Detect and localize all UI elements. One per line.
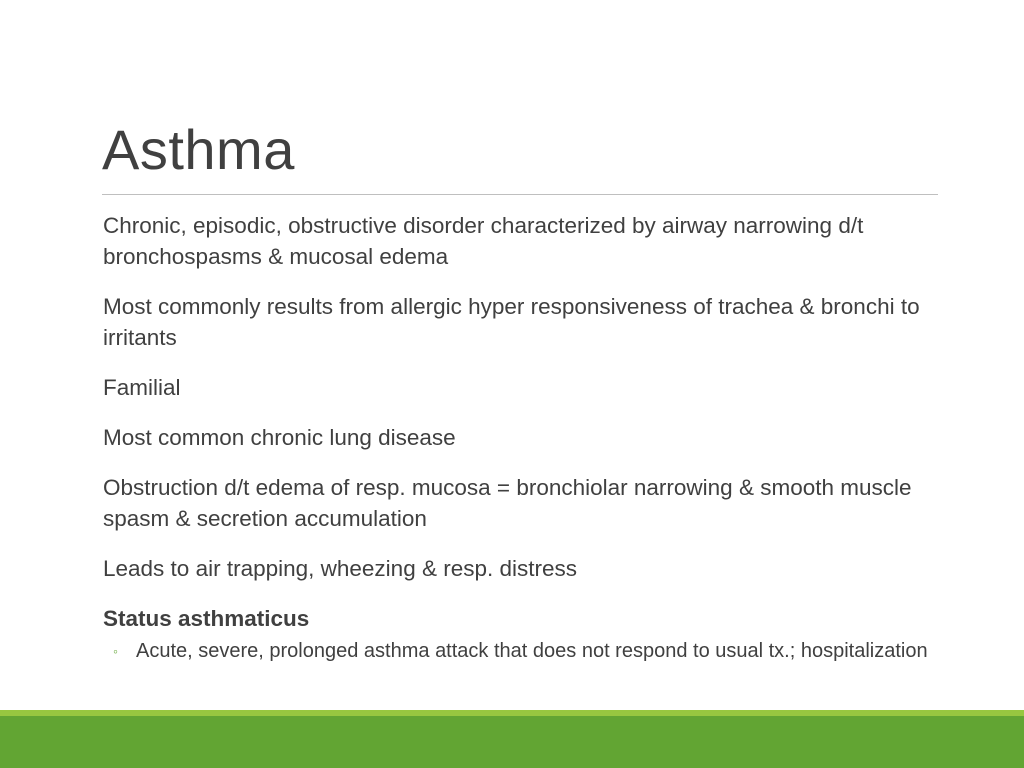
status-asthmaticus-heading: Status asthmaticus (103, 606, 310, 631)
paragraph-prevalence: Most common chronic lung disease (103, 425, 456, 450)
paragraph-effects: Leads to air trapping, wheezing & resp. distress (103, 556, 578, 581)
slide-content (103, 210, 973, 665)
paragraph-obstruction: Obstruction d/t edema of resp. mucosa = bronchiolar narrowing & smooth muscle spasm & secretion accumulation (103, 475, 912, 531)
sub-bullet-item (103, 638, 973, 665)
title-divider (102, 194, 938, 195)
sub-bullet-text: Acute, severe, prolonged asthma attack that does not respond to usual tx.; hospitalization (136, 640, 928, 662)
paragraph-definition: Chronic, episodic, obstructive disorder characterized by airway narrowing d/t bronchospasms & mucosal edema (103, 213, 864, 269)
paragraph-familial: Familial (103, 375, 181, 400)
circle-bullet-icon: ◦ (113, 643, 118, 659)
paragraph-cause: Most commonly results from allergic hyper responsiveness of trachea & bronchi to irritants (103, 294, 920, 350)
slide-title: Asthma (102, 118, 295, 181)
footer-band (0, 716, 1024, 768)
